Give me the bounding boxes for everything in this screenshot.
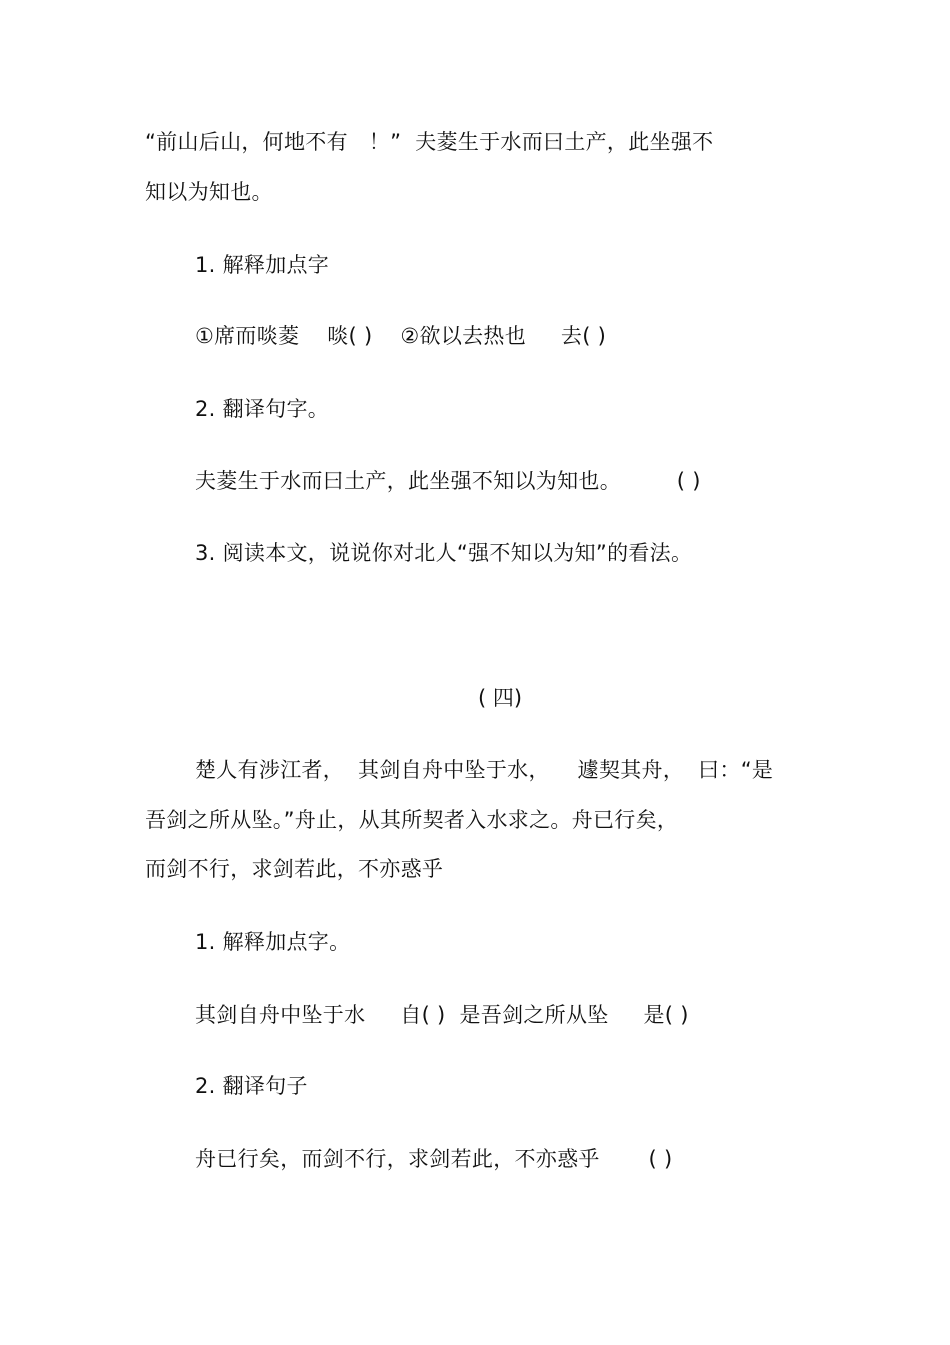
question-4-1-items: 其剑自舟中坠于水 自( ) 是吾剑之所从坠 是( ): [195, 1003, 689, 1027]
section-4-title: ( 四): [478, 686, 523, 710]
question-4-1-label: 1. 解释加点字。: [195, 930, 351, 954]
passage-4-line-2: 吾剑之所从坠。”舟止，从其所契者入水求之。舟已行矣，: [145, 808, 679, 832]
question-3-1-label: 1. 解释加点字: [195, 253, 330, 277]
question-3-3-label: 3. 阅读本文，说说你对北人“强不知以为知”的看法。: [195, 541, 693, 565]
question-3-1-items: ①席而啖菱 啖( ) ②欲以去热也 去( ): [195, 324, 607, 348]
question-3-2-label: 2. 翻译句字。: [195, 397, 330, 421]
passage-3-line-2: 知以为知也。: [145, 180, 273, 204]
question-4-2-label: 2. 翻译句子: [195, 1074, 308, 1098]
passage-3-line-1: “前山后山，何地不有 ！” 夫菱生于水而曰土产，此坐强不: [145, 130, 714, 154]
passage-4-line-1: 楚人有涉江者， 其剑自舟中坠于水， 遽契其舟， 曰：“是: [195, 758, 774, 782]
passage-4-line-3: 而剑不行，求剑若此，不亦惑乎: [145, 857, 444, 881]
question-4-2-sentence: 舟已行矣，而剑不行，求剑若此，不亦惑乎 ( ): [195, 1147, 673, 1171]
question-3-2-sentence: 夫菱生于水而曰土产，此坐强不知以为知也。 ( ): [195, 469, 701, 493]
